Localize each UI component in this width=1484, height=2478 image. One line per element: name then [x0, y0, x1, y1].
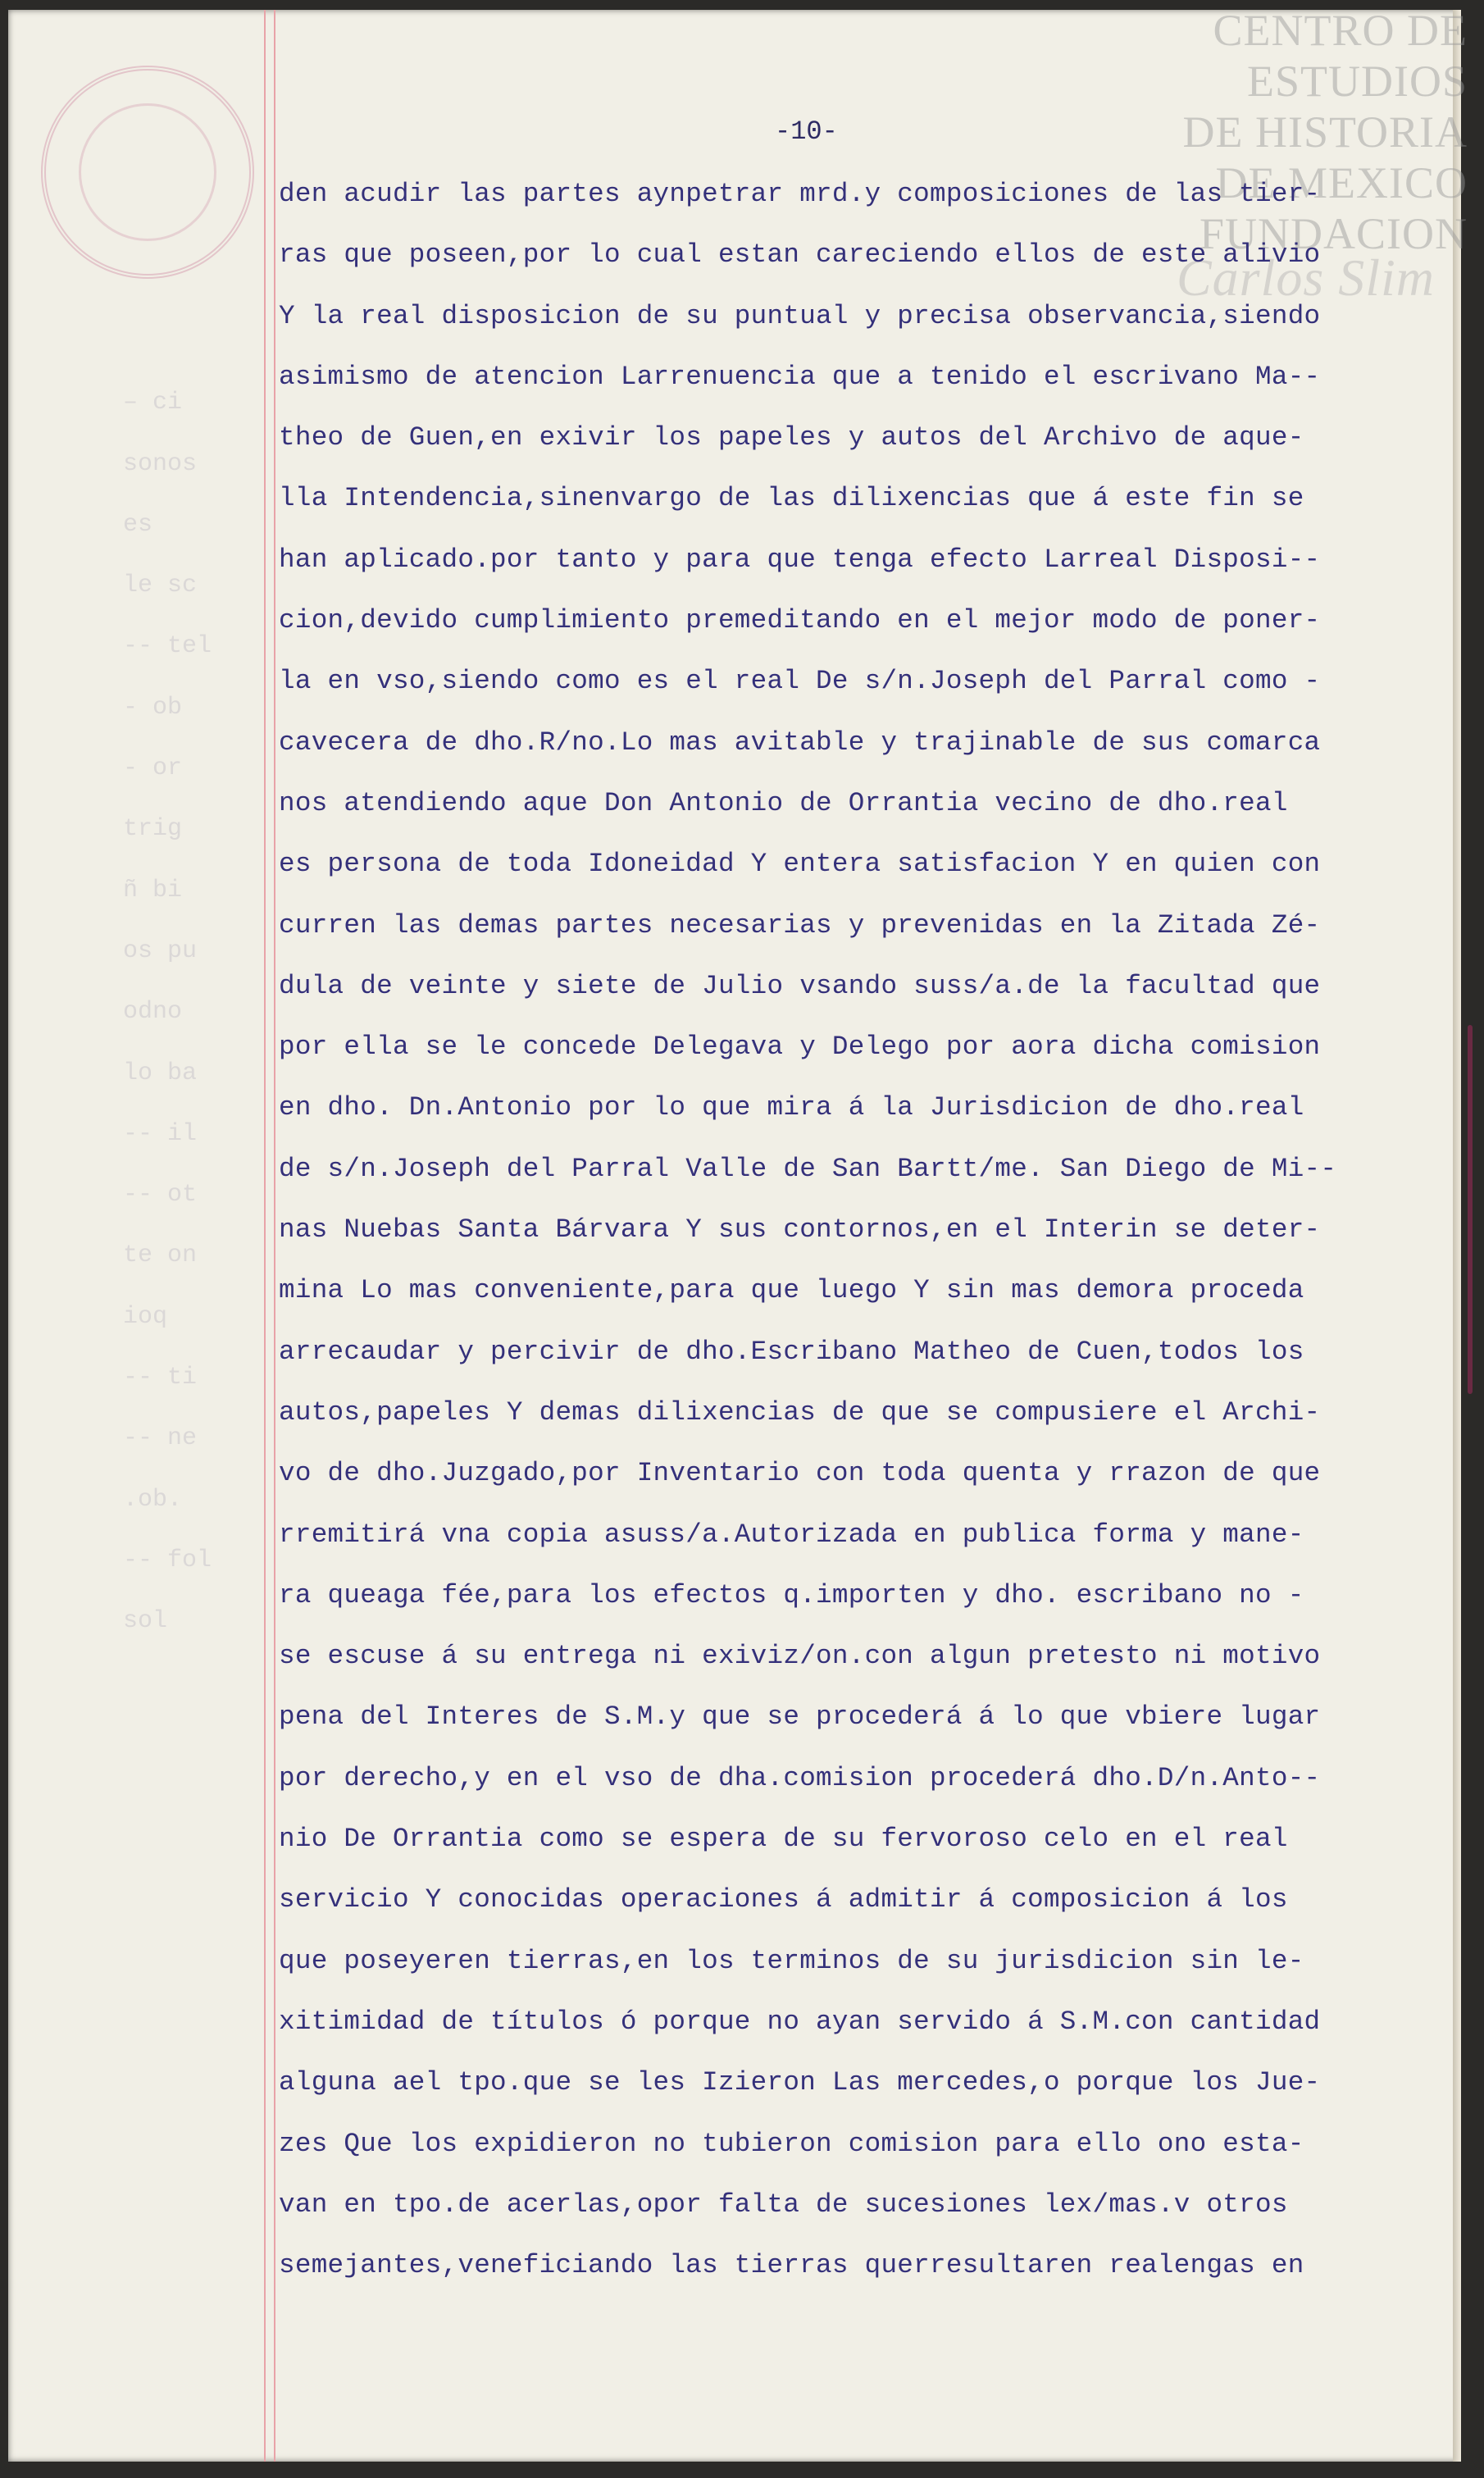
text-line: asimismo de atencion Larrenuencia que a tenido el escrivano Ma--	[279, 361, 1321, 392]
text-line: pena del Interes de S.M.y que se procederá á lo que vbiere lugar	[279, 1701, 1321, 1733]
text-line: ras que poseen,por lo cual estan careciendo ellos de este alivio	[279, 239, 1321, 271]
text-line: semejantes,veneficiando las tierras querresultaren realengas en	[279, 2250, 1304, 2281]
text-line: es persona de toda Idoneidad Y entera satisfacion Y en quien con	[279, 849, 1321, 880]
typed-transcript-body	[279, 164, 1443, 2296]
text-line: zes Que los expidieron no tubieron comision para ello ono esta-	[279, 2128, 1304, 2159]
watermark-signature: Carlos Slim	[1176, 248, 1435, 307]
text-line: han aplicado.por tanto y para que tenga efecto Larreal Disposi--	[279, 544, 1321, 575]
text-line: por ella se le concede Delegava y Delego por aora dicha comision	[279, 1032, 1321, 1063]
page-edge	[1453, 10, 1461, 2462]
text-line: Y la real disposicion de su puntual y precisa observancia,siendo	[279, 300, 1321, 331]
margin-rule	[274, 10, 275, 2462]
text-line: se escuse á su entrega ni exiviz/on.con algun pretesto ni motivo	[279, 1641, 1321, 1672]
watermark-line: CENTRO DE	[1213, 6, 1468, 55]
text-line: mina Lo mas conveniente,para que luego Y sin mas demora proceda	[279, 1275, 1304, 1306]
text-line: servicio Y conocidas operaciones á admitir á composicion á los	[279, 1884, 1288, 1915]
text-line: alguna ael tpo.que se les Izieron Las mercedes,o porque los Jue-	[279, 2067, 1321, 2098]
text-line: theo de Guen,en exivir los papeles y autos del Archivo de aque-	[279, 422, 1304, 453]
page-number: -10-	[775, 116, 838, 147]
text-line: que poseyeren tierras,en los terminos de su jurisdicion sin le-	[279, 1945, 1304, 1976]
margin-rule	[264, 10, 266, 2462]
watermark-line: ESTUDIOS	[1246, 57, 1468, 106]
text-line: cavecera de dho.R/no.Lo mas avitable y trajinable de sus comarca	[279, 727, 1321, 758]
text-line: cion,devido cumplimiento premeditando en el mejor modo de poner-	[279, 605, 1321, 636]
text-line: curren las demas partes necesarias y prevenidas en la Zitada Zé-	[279, 909, 1321, 941]
text-line: arrecaudar y percivir de dho.Escribano Matheo de Cuen,todos los	[279, 1336, 1304, 1367]
text-line: autos,papeles Y demas dilixencias de que se compusiere el Archi-	[279, 1396, 1321, 1428]
binding-mark	[1468, 1025, 1473, 1394]
text-line: por derecho,y en el vso de dha.comision procederá dho.D/n.Anto--	[279, 1762, 1321, 1793]
text-line: vo de dho.Juzgado,por Inventario con toda quenta y rrazon de que	[279, 1458, 1321, 1489]
faded-seal-stamp	[41, 66, 254, 279]
bleed-through-text: – ci sonos es le sc -- tel - ob - or trig ñ bi os pu odno lo ba -- il -- ot te on ioq -- ti -- ne .ob. -- fol sol	[123, 389, 212, 1636]
text-line: van en tpo.de acerlas,opor falta de sucesiones lex/mas.v otros	[279, 2189, 1288, 2220]
text-line: dula de veinte y siete de Julio vsando suss/a.de la facultad que	[279, 970, 1321, 1001]
text-line: xitimidad de títulos ó porque no ayan servido á S.M.con cantidad	[279, 2006, 1321, 2037]
text-line: en dho. Dn.Antonio por lo que mira á la Jurisdicion de dho.real	[279, 1092, 1304, 1123]
watermark-line: DE MEXICO	[1215, 158, 1468, 207]
watermark-line: DE HISTORIA	[1182, 107, 1468, 157]
text-line: de s/n.Joseph del Parral Valle de San Bartt/me. San Diego de Mi--	[279, 1153, 1337, 1184]
watermark-line: FUNDACION	[1199, 209, 1468, 258]
text-line: nas Nuebas Santa Bárvara Y sus contornos,en el Interin se deter-	[279, 1214, 1321, 1246]
text-line: nos atendiendo aque Don Antonio de Orrantia vecino de dho.real	[279, 787, 1288, 818]
text-line: la en vso,siendo como es el real De s/n.Joseph del Parral como -	[279, 666, 1321, 697]
text-line: den acudir las partes aynpetrar mrd.y composiciones de las tier-	[279, 179, 1321, 209]
text-line: lla Intendencia,sinenvargo de las dilixencias que á este fin se	[279, 483, 1304, 514]
text-line: nio De Orrantia como se espera de su fervoroso celo en el real	[279, 1824, 1288, 1855]
text-line: ra queaga fée,para los efectos q.importen y dho. escribano no -	[279, 1579, 1304, 1610]
text-line: rremitirá vna copia asuss/a.Autorizada en publica forma y mane-	[279, 1519, 1304, 1550]
